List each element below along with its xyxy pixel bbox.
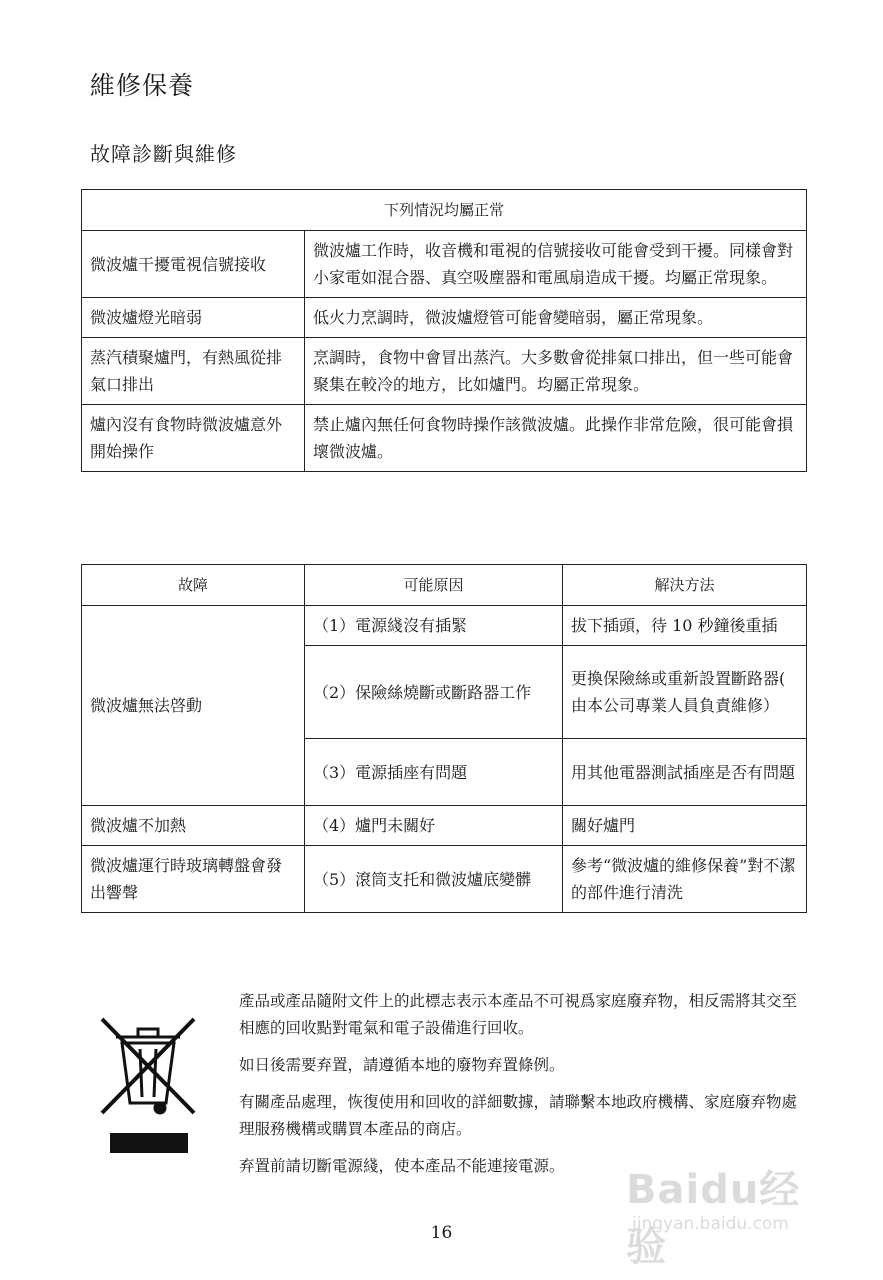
- cause-cell: （5）滾筒支托和微波爐底變髒: [305, 846, 563, 913]
- situation-cell: 微波爐燈光暗弱: [82, 298, 305, 338]
- baidu-watermark: [626, 1148, 836, 1270]
- disposal-note: 如日後需要弃置，請遵循本地的廢物弃置條例。: [239, 1056, 565, 1074]
- disposal-note: 弃置前請切斷電源綫，使本產品不能連接電源。: [239, 1157, 565, 1175]
- normal-situations-table: [81, 189, 807, 472]
- watermark-url: jingyan.baidu.com: [632, 1214, 789, 1234]
- troubleshooting-table: [81, 564, 807, 913]
- cause-cell: （4）爐門未關好: [305, 806, 563, 846]
- fault-cell: 微波爐無法啓動: [82, 606, 305, 806]
- explanation-cell: 低火力烹調時，微波爐燈管可能會變暗弱，屬正常現象。: [305, 298, 807, 338]
- solution-cell: 拔下插頭，待 10 秒鐘後重插: [563, 606, 807, 646]
- disposal-note: 有關產品處理，恢復使用和回收的詳細數據，請聯繫本地政府機構、家庭廢弃物處理服務機構或購買本產品的商店。: [239, 1093, 798, 1138]
- solution-cell: 更換保險絲或重新設置斷路器( 由本公司專業人員負責維修）: [563, 646, 807, 739]
- table-header-row: [82, 190, 807, 231]
- explanation-cell: 烹調時，食物中會冒出蒸汽。大多數會從排氣口排出，但一些可能會聚集在較冷的地方，比如爐門。均屬正常現象。: [305, 338, 807, 405]
- fault-cell: 微波爐運行時玻璃轉盤會發出響聲: [82, 846, 305, 913]
- table-header-row: [82, 565, 807, 606]
- section-title: 故障診斷與維修: [90, 142, 237, 166]
- cause-cell: （2）保險絲燒斷或斷路器工作: [305, 646, 563, 739]
- table-row: [82, 846, 807, 913]
- explanation-cell: 禁止爐內無任何食物時操作該微波爐。此操作非常危險，很可能會損壞微波爐。: [305, 405, 807, 472]
- solution-cell: 用其他電器測試插座是否有問題: [563, 739, 807, 806]
- page-number: 16: [430, 1223, 453, 1243]
- table-row: [82, 606, 807, 646]
- cause-cell: （3）電源插座有問題: [305, 739, 563, 806]
- watermark-logo-text: Baidu经验: [626, 1167, 801, 1270]
- situation-cell: 微波爐干擾電視信號接收: [82, 231, 305, 298]
- fault-cell: 微波爐不加熱: [82, 806, 305, 846]
- situation-cell: 爐內沒有食物時微波爐意外開始操作: [82, 405, 305, 472]
- cause-cell: （1）電源綫沒有插緊: [305, 606, 563, 646]
- explanation-cell: 微波爐工作時，收音機和電視的信號接收可能會受到干擾。同樣會對小家電如混合器、真空吸塵器和電風扇造成干擾。均屬正常現象。: [305, 231, 807, 298]
- page-title: 維修保養: [90, 71, 195, 100]
- header-cause: 可能原因: [305, 565, 563, 606]
- table-row: [82, 231, 807, 298]
- table-row: [82, 806, 807, 846]
- weee-crossed-bin-icon: [98, 1005, 198, 1155]
- disposal-note: 產品或產品隨附文件上的此標志表示本產品不可視爲家庭廢弃物，相反需將其交至相應的回收點對電氣和電子設備進行回收。: [239, 992, 798, 1037]
- solution-cell: 關好爐門: [563, 806, 807, 846]
- solution-cell: 參考“微波爐的維修保養”對不潔的部件進行清洗: [563, 846, 807, 913]
- header-fault: 故障: [82, 565, 305, 606]
- table-header: 下列情況均屬正常: [82, 190, 807, 231]
- header-solution: 解決方法: [563, 565, 807, 606]
- table-row: [82, 298, 807, 338]
- table-row: [82, 405, 807, 472]
- situation-cell: 蒸汽積聚爐門，有熱風從排氣口排出: [82, 338, 305, 405]
- table-row: [82, 338, 807, 405]
